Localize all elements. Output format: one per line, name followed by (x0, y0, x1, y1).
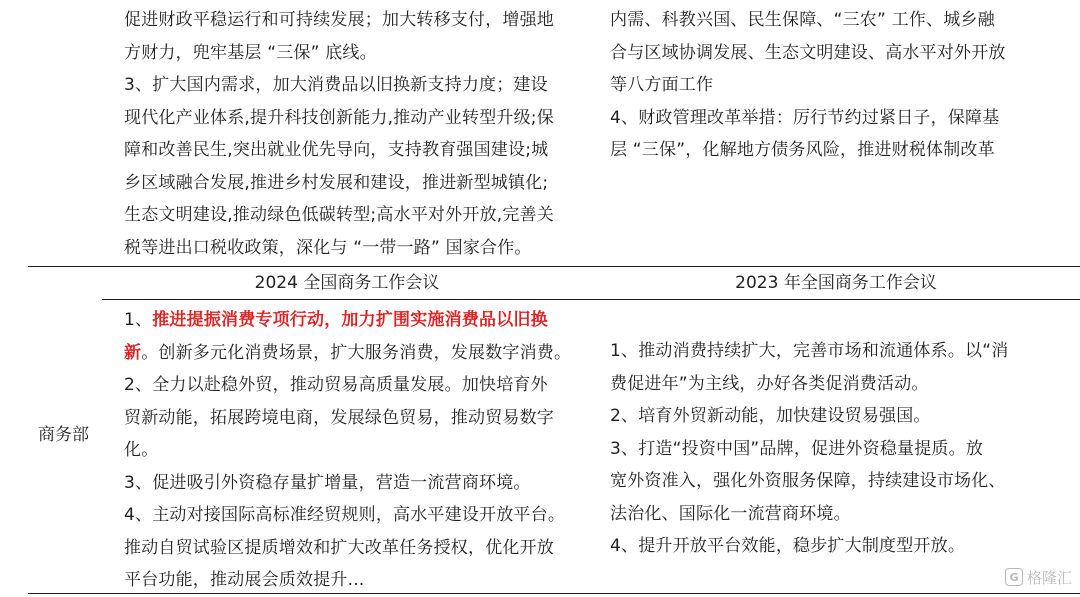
text-line: 4、财政管理改革举措：厉行节约过紧日子，保障基 (610, 107, 1000, 128)
text-line: 法治化、国际化一流营商环境。 (610, 503, 851, 524)
item-number: 1、 (124, 310, 153, 330)
row-label-ministry-of-commerce: 商务部 (38, 425, 89, 445)
text-line (124, 304, 594, 337)
watermark-text: 格隆汇 (1026, 568, 1072, 587)
table-divider-header (102, 299, 1080, 300)
text-line: 3、打造“投资中国”品牌，促进外资稳量提质。放 (610, 438, 984, 459)
cell-2023-content (610, 335, 1060, 563)
text-line: 层 “三保”，化解地方债务风险，推进财税体制改革 (610, 140, 995, 160)
highlighted-text: 推进提振消费专项行动，加力扩围实施消费品以旧换 (152, 310, 548, 330)
text-line: 方财力，兜牢基层 “三保” 底线。 (124, 42, 377, 63)
text-line: 费促进年”为主线，办好各类促消费活动。 (610, 373, 929, 394)
text-line (124, 337, 594, 370)
text-line: 合与区域协调发展、生态文明建设、高水平对外开放 (610, 42, 1006, 63)
text-line: 化。 (124, 440, 159, 460)
text-line: 3、扩大国内需求，加大消费品以旧换新支持力度；建设 (124, 75, 548, 95)
watermark (1005, 566, 1072, 588)
text-line: 推动自贸试验区提质增效和扩大改革任务授权，优化开放 (124, 537, 554, 558)
text-line: 2、培育外贸新动能，加快建设贸易强国。 (610, 406, 931, 426)
top-right-cell (610, 4, 1060, 167)
text-line: 平台功能，推动展会质效提升... (124, 570, 365, 590)
text-line: 4、主动对接国际高标准经贸规则，高水平建设开放平台。 (124, 505, 566, 525)
text-line: 税等进出口税收政策，深化与 “一带一路” 国家合作。 (124, 237, 532, 258)
highlighted-text: 新 (124, 342, 142, 363)
text-line: 乡区域融合发展,推进乡村发展和建设，推进新型城镇化; (124, 172, 549, 193)
text-line: 生态文明建设,推动绿色低碳转型;高水平对外开放,完善关 (124, 205, 554, 225)
top-left-cell (124, 4, 594, 264)
column-header-2023: 2023 年全国商务工作会议 (735, 273, 937, 293)
text-line: 现代化产业体系,提升科技创新能力,推动产业转型升级;保 (124, 107, 554, 128)
text-line: 等八方面工作 (610, 75, 714, 95)
gelonghui-logo-icon: G (1005, 568, 1023, 586)
text-line: 贸新动能，拓展跨境电商，发展绿色贸易，推动贸易数字 (124, 407, 554, 428)
text-line: 促进财政平稳运行和可持续发展；加大转移支付，增强地 (124, 10, 554, 30)
column-header-2024: 2024 全国商务工作会议 (254, 273, 440, 293)
text-line: 4、提升开放平台效能，稳步扩大制度型开放。 (610, 536, 966, 556)
table-divider-top (28, 266, 1080, 267)
text-line: 3、促进吸引外资稳存量扩增量，营造一流营商环境。 (124, 472, 531, 493)
text-line: 内需、科教兴国、民生保障、“三农” 工作、城乡融 (610, 10, 995, 30)
text-fragment: 。创新多元化消费场景，扩大服务消费，发展数字消费。 (141, 342, 572, 363)
text-line: 2、全力以赴稳外贸，推动贸易高质量发展。加快培育外 (124, 375, 548, 395)
text-line: 宽外资准入，强化外资服务保障，持续建设市场化、 (610, 471, 1006, 491)
text-line: 1、推动消费持续扩大，完善市场和流通体系。以“消 (610, 341, 1009, 361)
text-line: 障和改善民生,突出就业优先导向，支持教育强国建设;城 (124, 140, 549, 160)
cell-2024-content (124, 304, 594, 597)
